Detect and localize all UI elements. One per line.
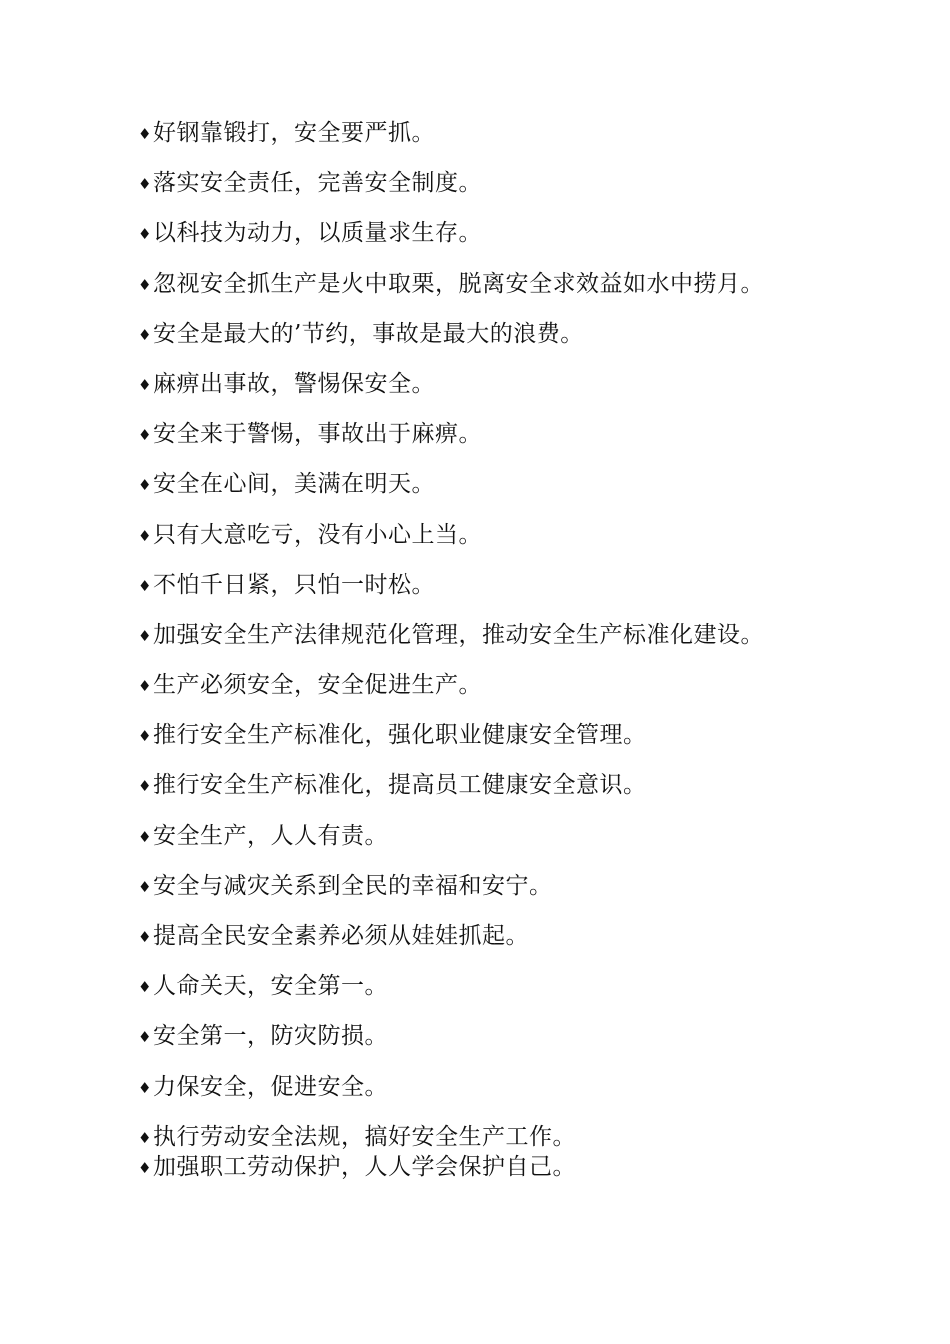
diamond-bullet-icon: ♦ — [138, 125, 152, 143]
slogan-text: 麻痹出事故，警惕保安全。 — [153, 370, 435, 397]
list-item — [138, 616, 898, 666]
slogan-text: 安全是最大的’节约，事故是最大的浪费。 — [153, 320, 584, 347]
diamond-bullet-icon: ♦ — [138, 677, 152, 696]
slogan-list — [138, 114, 898, 1198]
list-item — [138, 1068, 898, 1118]
slogan-text: 安全生产，人人有责。 — [153, 822, 388, 849]
list-item — [138, 265, 898, 315]
list-item — [138, 967, 898, 1017]
diamond-bullet-icon: ♦ — [138, 827, 152, 846]
diamond-bullet-icon: ♦ — [138, 626, 152, 645]
list-item — [138, 716, 898, 766]
slogan-text: 推行安全生产标准化，提高员工健康安全意识。 — [153, 772, 647, 799]
diamond-bullet-icon: ♦ — [138, 275, 152, 294]
diamond-bullet-icon: ♦ — [138, 375, 152, 394]
slogan-text: 不怕千日紧，只怕一时松。 — [153, 571, 435, 598]
diamond-bullet-icon: ♦ — [138, 576, 152, 595]
list-item — [138, 465, 898, 515]
slogan-text: 安全第一，防灾防损。 — [153, 1023, 388, 1050]
diamond-bullet-icon: ♦ — [138, 928, 152, 946]
slogan-text: 加强职工劳动保护，人人学会保护自己。 — [153, 1153, 576, 1180]
diamond-bullet-icon: ♦ — [138, 526, 152, 545]
diamond-bullet-icon: ♦ — [138, 1128, 152, 1147]
diamond-bullet-icon: ♦ — [138, 1028, 152, 1047]
list-item — [138, 415, 898, 465]
diamond-bullet-icon: ♦ — [138, 225, 152, 244]
list-item — [138, 666, 898, 716]
slogan-text: 忽视安全抓生产是火中取栗，脱离安全求效益如水中捞月。 — [153, 270, 764, 297]
diamond-bullet-icon: ♦ — [138, 877, 152, 896]
slogan-text: 执行劳动安全法规，搞好安全生产工作。 — [153, 1123, 576, 1150]
diamond-bullet-icon: ♦ — [138, 426, 152, 445]
list-item — [138, 1148, 898, 1198]
list-item — [138, 566, 898, 616]
diamond-bullet-icon: ♦ — [138, 727, 152, 746]
slogan-text: 力保安全，促进安全。 — [153, 1073, 388, 1100]
slogan-text: 人命关天，安全第一。 — [153, 973, 388, 1000]
list-item — [138, 867, 898, 917]
list-item — [138, 365, 898, 415]
list-item — [138, 766, 898, 816]
slogan-text: 好钢靠锻打，安全要严抓。 — [153, 120, 435, 146]
slogan-text: 生产必须安全，安全促进生产。 — [153, 672, 482, 699]
slogan-text: 只有大意吃亏，没有小心上当。 — [153, 521, 482, 548]
slogan-text: 安全在心间，美满在明天。 — [153, 471, 435, 498]
list-item — [138, 817, 898, 867]
list-item — [138, 114, 898, 164]
list-item — [138, 1118, 898, 1148]
diamond-bullet-icon: ♦ — [138, 175, 152, 194]
diamond-bullet-icon: ♦ — [138, 777, 152, 796]
slogan-text: 提高全民安全素养必须从娃娃抓起。 — [153, 923, 529, 949]
list-item — [138, 917, 898, 967]
diamond-bullet-icon: ♦ — [138, 978, 152, 997]
list-item — [138, 315, 898, 365]
list-item — [138, 516, 898, 566]
slogan-text: 以科技为动力，以质量求生存。 — [153, 220, 482, 247]
diamond-bullet-icon: ♦ — [138, 1158, 152, 1177]
diamond-bullet-icon: ♦ — [138, 476, 152, 495]
list-item — [138, 164, 898, 214]
list-item — [138, 214, 898, 264]
diamond-bullet-icon: ♦ — [138, 325, 152, 344]
list-item — [138, 1017, 898, 1067]
slogan-text: 安全与减灾关系到全民的幸福和安宁。 — [153, 872, 553, 899]
diamond-bullet-icon: ♦ — [138, 1078, 152, 1097]
slogan-text: 落实安全责任，完善安全制度。 — [153, 170, 482, 197]
slogan-text: 加强安全生产法律规范化管理，推动安全生产标准化建设。 — [153, 621, 764, 648]
slogan-text: 推行安全生产标准化，强化职业健康安全管理。 — [153, 722, 647, 749]
slogan-text: 安全来于警惕，事故出于麻痹。 — [153, 421, 482, 448]
